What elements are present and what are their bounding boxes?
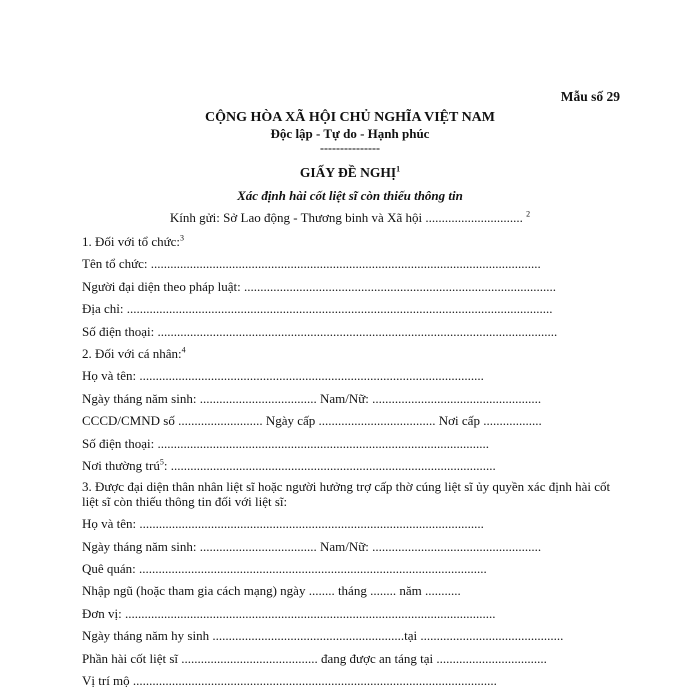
footnote-ref-1: 1 <box>396 164 401 174</box>
martyr-unit-field[interactable]: Đơn vị: .................................................................................................................. <box>82 605 496 621</box>
legal-rep-field[interactable]: Người đại diện theo pháp luật: ................................................................................................ <box>82 278 556 294</box>
national-motto: Độc lập - Tự do - Hạnh phúc <box>270 126 430 141</box>
document-title <box>0 164 700 182</box>
org-phone-field[interactable]: Số điện thoại: ........................................................................................................................... <box>82 323 558 339</box>
addressee-text: Kính gửi: Sở Lao động - Thương binh và Xã hội .............................. <box>169 210 523 225</box>
footnote-ref-4: 4 <box>181 345 186 355</box>
person-dob-gender-field[interactable]: Ngày tháng năm sinh: .................................... Nam/Nữ: .................................................... <box>82 390 542 406</box>
addressee <box>0 210 700 226</box>
footnote-ref-5: 5 <box>159 457 164 467</box>
section-1-heading <box>82 234 622 250</box>
person-name-field[interactable]: Họ và tên: .......................................................................................................... <box>82 368 484 384</box>
national-name: CỘNG HÒA XÃ HỘI CHỦ NGHĨA VIỆT NAM <box>204 110 495 125</box>
person-residence-field[interactable] <box>82 458 622 474</box>
martyr-name-field[interactable]: Họ và tên: .......................................................................................................... <box>82 516 484 532</box>
section-2-heading <box>82 346 622 362</box>
section-2-heading-text: 2. Đối với cá nhân: <box>82 345 182 361</box>
residence-label: Nơi thường trú <box>82 457 160 473</box>
footnote-ref-2: 2 <box>526 209 531 219</box>
form-body <box>82 234 622 695</box>
residence-dots: : .................................................................................................... <box>163 457 496 473</box>
document-subtitle: Xác định hài cốt liệt sĩ còn thiếu thông tin <box>237 188 463 203</box>
martyr-dob-gender-field[interactable]: Ngày tháng năm sinh: .................................... Nam/Nữ: .................................................... <box>82 538 542 554</box>
document-header <box>0 110 700 226</box>
martyr-enlist-field[interactable]: Nhập ngũ (hoặc tham gia cách mạng) ngày ........ tháng ........ năm ........... <box>82 583 461 599</box>
martyr-death-field[interactable]: Ngày tháng năm hy sinh ...........................................................tại ............................................ <box>82 628 564 644</box>
martyr-grave-field[interactable]: Vị trí mộ ................................................................................................................ <box>82 672 497 688</box>
org-name-field[interactable]: Tên tổ chức: ........................................................................................................................ <box>82 256 541 272</box>
section-3-heading: 3. Được đại diện thân nhân liệt sĩ hoặc người hưởng trợ cấp thờ cúng liệt sĩ ủy quyền xác định hài cốt liệt sĩ còn thiếu thông tin đối với liệt sĩ: <box>82 479 611 509</box>
footnote-ref-3: 3 <box>180 233 185 243</box>
header-divider: --------------- <box>320 141 380 155</box>
martyr-remains-field[interactable]: Phần hài cốt liệt sĩ .......................................... đang được an táng tại .................................. <box>82 650 547 666</box>
section-1-heading-text: 1. Đối với tổ chức: <box>82 234 181 249</box>
document-title-text: GIẤY ĐỀ NGHỊ <box>299 165 397 180</box>
person-id-field[interactable]: CCCD/CMND số .......................... Ngày cấp .................................... Nơi cấp .................. <box>82 413 542 429</box>
person-phone-field[interactable]: Số điện thoại: ...................................................................................................... <box>82 435 489 451</box>
martyr-hometown-field[interactable]: Quê quán: ........................................................................................................... <box>82 560 487 576</box>
org-address-field[interactable]: Địa chỉ: ................................................................................................................................... <box>82 301 553 317</box>
form-code: Mẫu số 29 <box>560 89 620 104</box>
